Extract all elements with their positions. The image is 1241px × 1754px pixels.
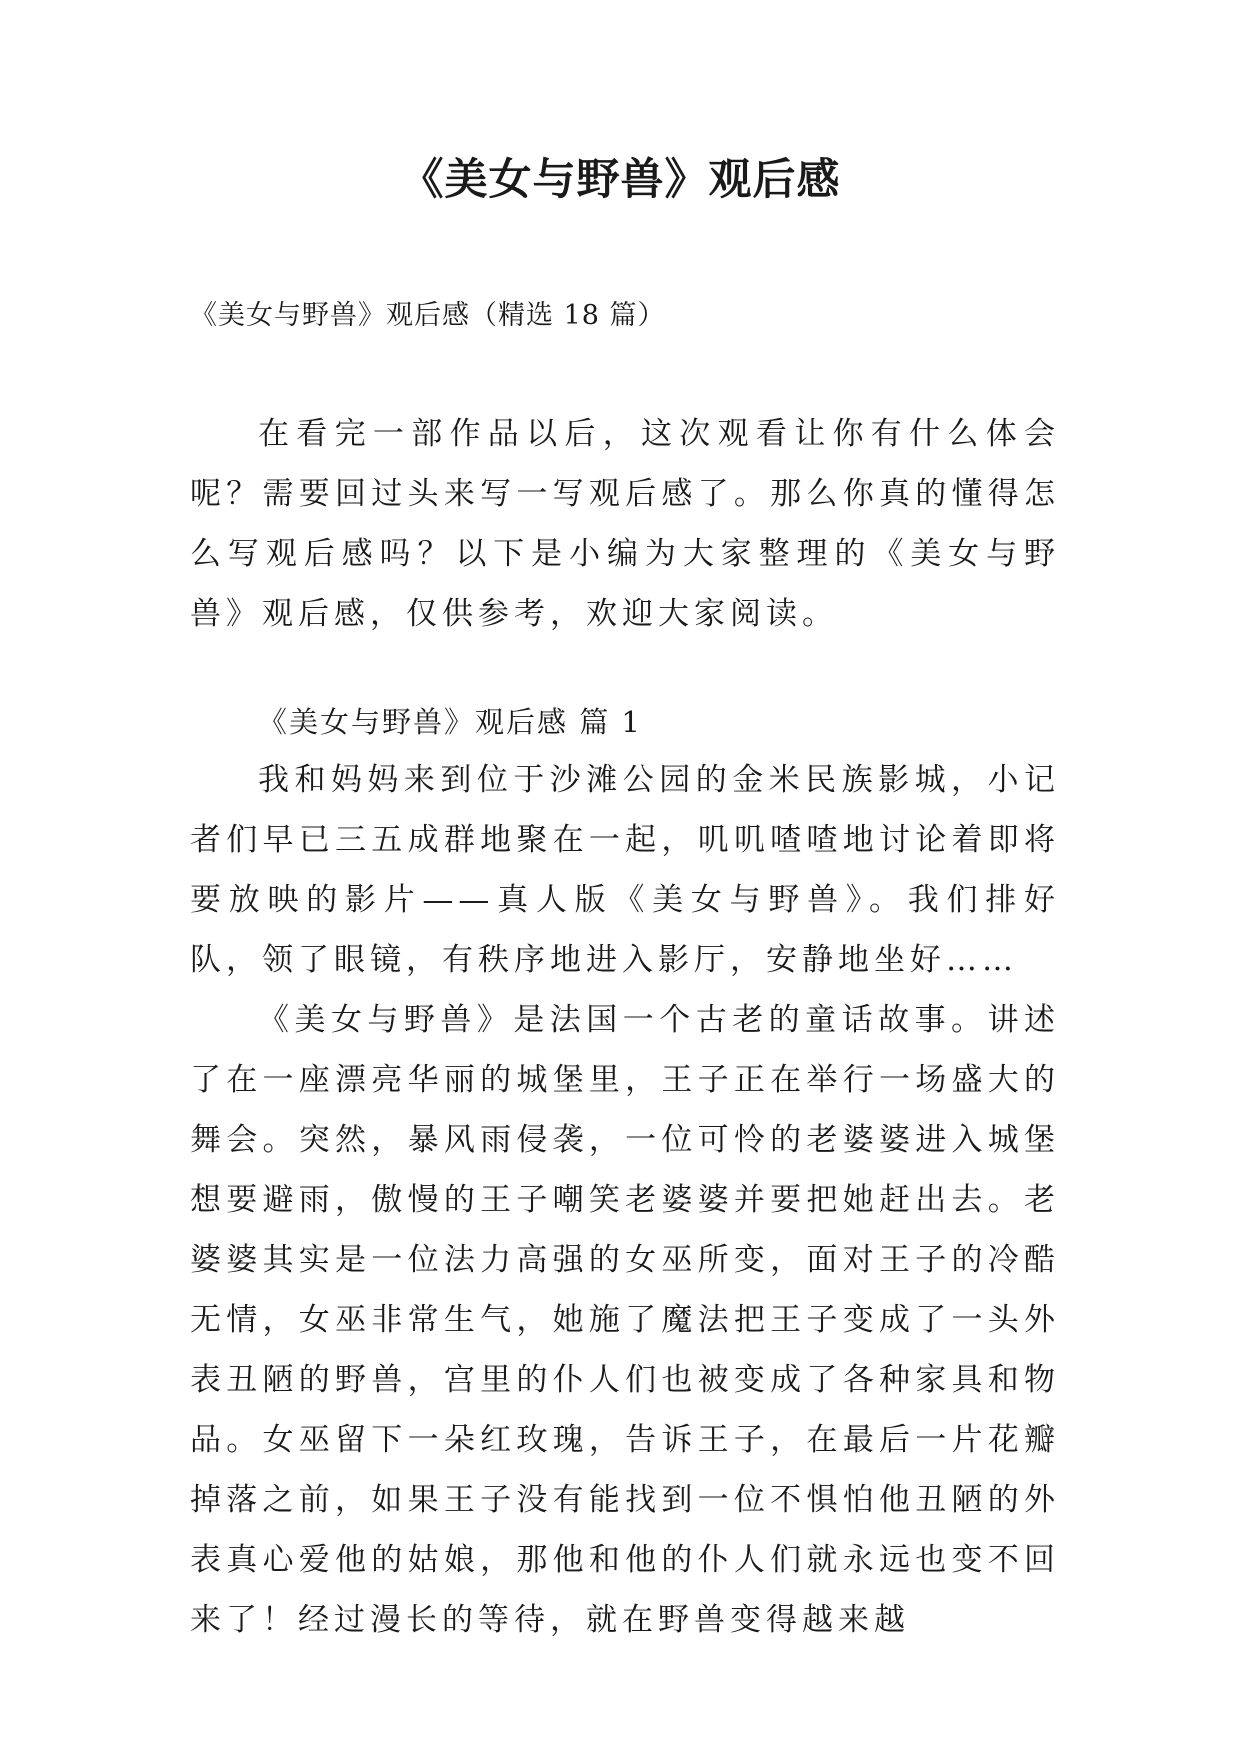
intro-paragraph: 在看完一部作品以后，这次观看让你有什么体会呢？需要回过头来写一写观后感了。那么你真的懂得怎么写观后感吗？以下是小编为大家整理的《美女与野兽》观后感，仅供参考，欢迎大家阅读。 bbox=[190, 416, 1060, 632]
document-subtitle: 《美女与野兽》观后感（精选 18 篇） bbox=[190, 300, 666, 331]
body-paragraph: 《美女与野兽》是法国一个古老的童话故事。讲述了在一座漂亮华丽的城堡里，王子正在举行一场盛大的舞会。突然，暴风雨侵袭，一位可怜的老婆婆进入城堡想要避雨，傲慢的王子嘲笑老婆婆并要把她赶出去。老婆婆其实是一位法力高强的女巫所变，面对王子的冷酷无情，女巫非常生气，她施了魔法把王子变成了一头外表丑陋的野兽，宫里的仆人们也被变成了各种家具和物品。女巫留下一朵红玫瑰，告诉王子，在最后一片花瓣掉落之前，如果王子没有能找到一位不惧怕他丑陋的外表真心爱他的姑娘，那他和他的仆人们就永远也变不回来了！经过漫长的等待，就在野兽变得越来越 bbox=[190, 1002, 1060, 1638]
section-heading: 《美女与野兽》观后感 篇 1 bbox=[258, 705, 642, 739]
body-paragraph: 我和妈妈来到位于沙滩公园的金米民族影城，小记者们早已三五成群地聚在一起，叽叽喳喳地讨论着即将要放映的影片——真人版《美女与野兽》。我们排好队，领了眼镜，有秩序地进入影厅，安静地坐好…… bbox=[190, 762, 1060, 978]
document-title: 《美女与野兽》观后感 bbox=[400, 155, 841, 205]
